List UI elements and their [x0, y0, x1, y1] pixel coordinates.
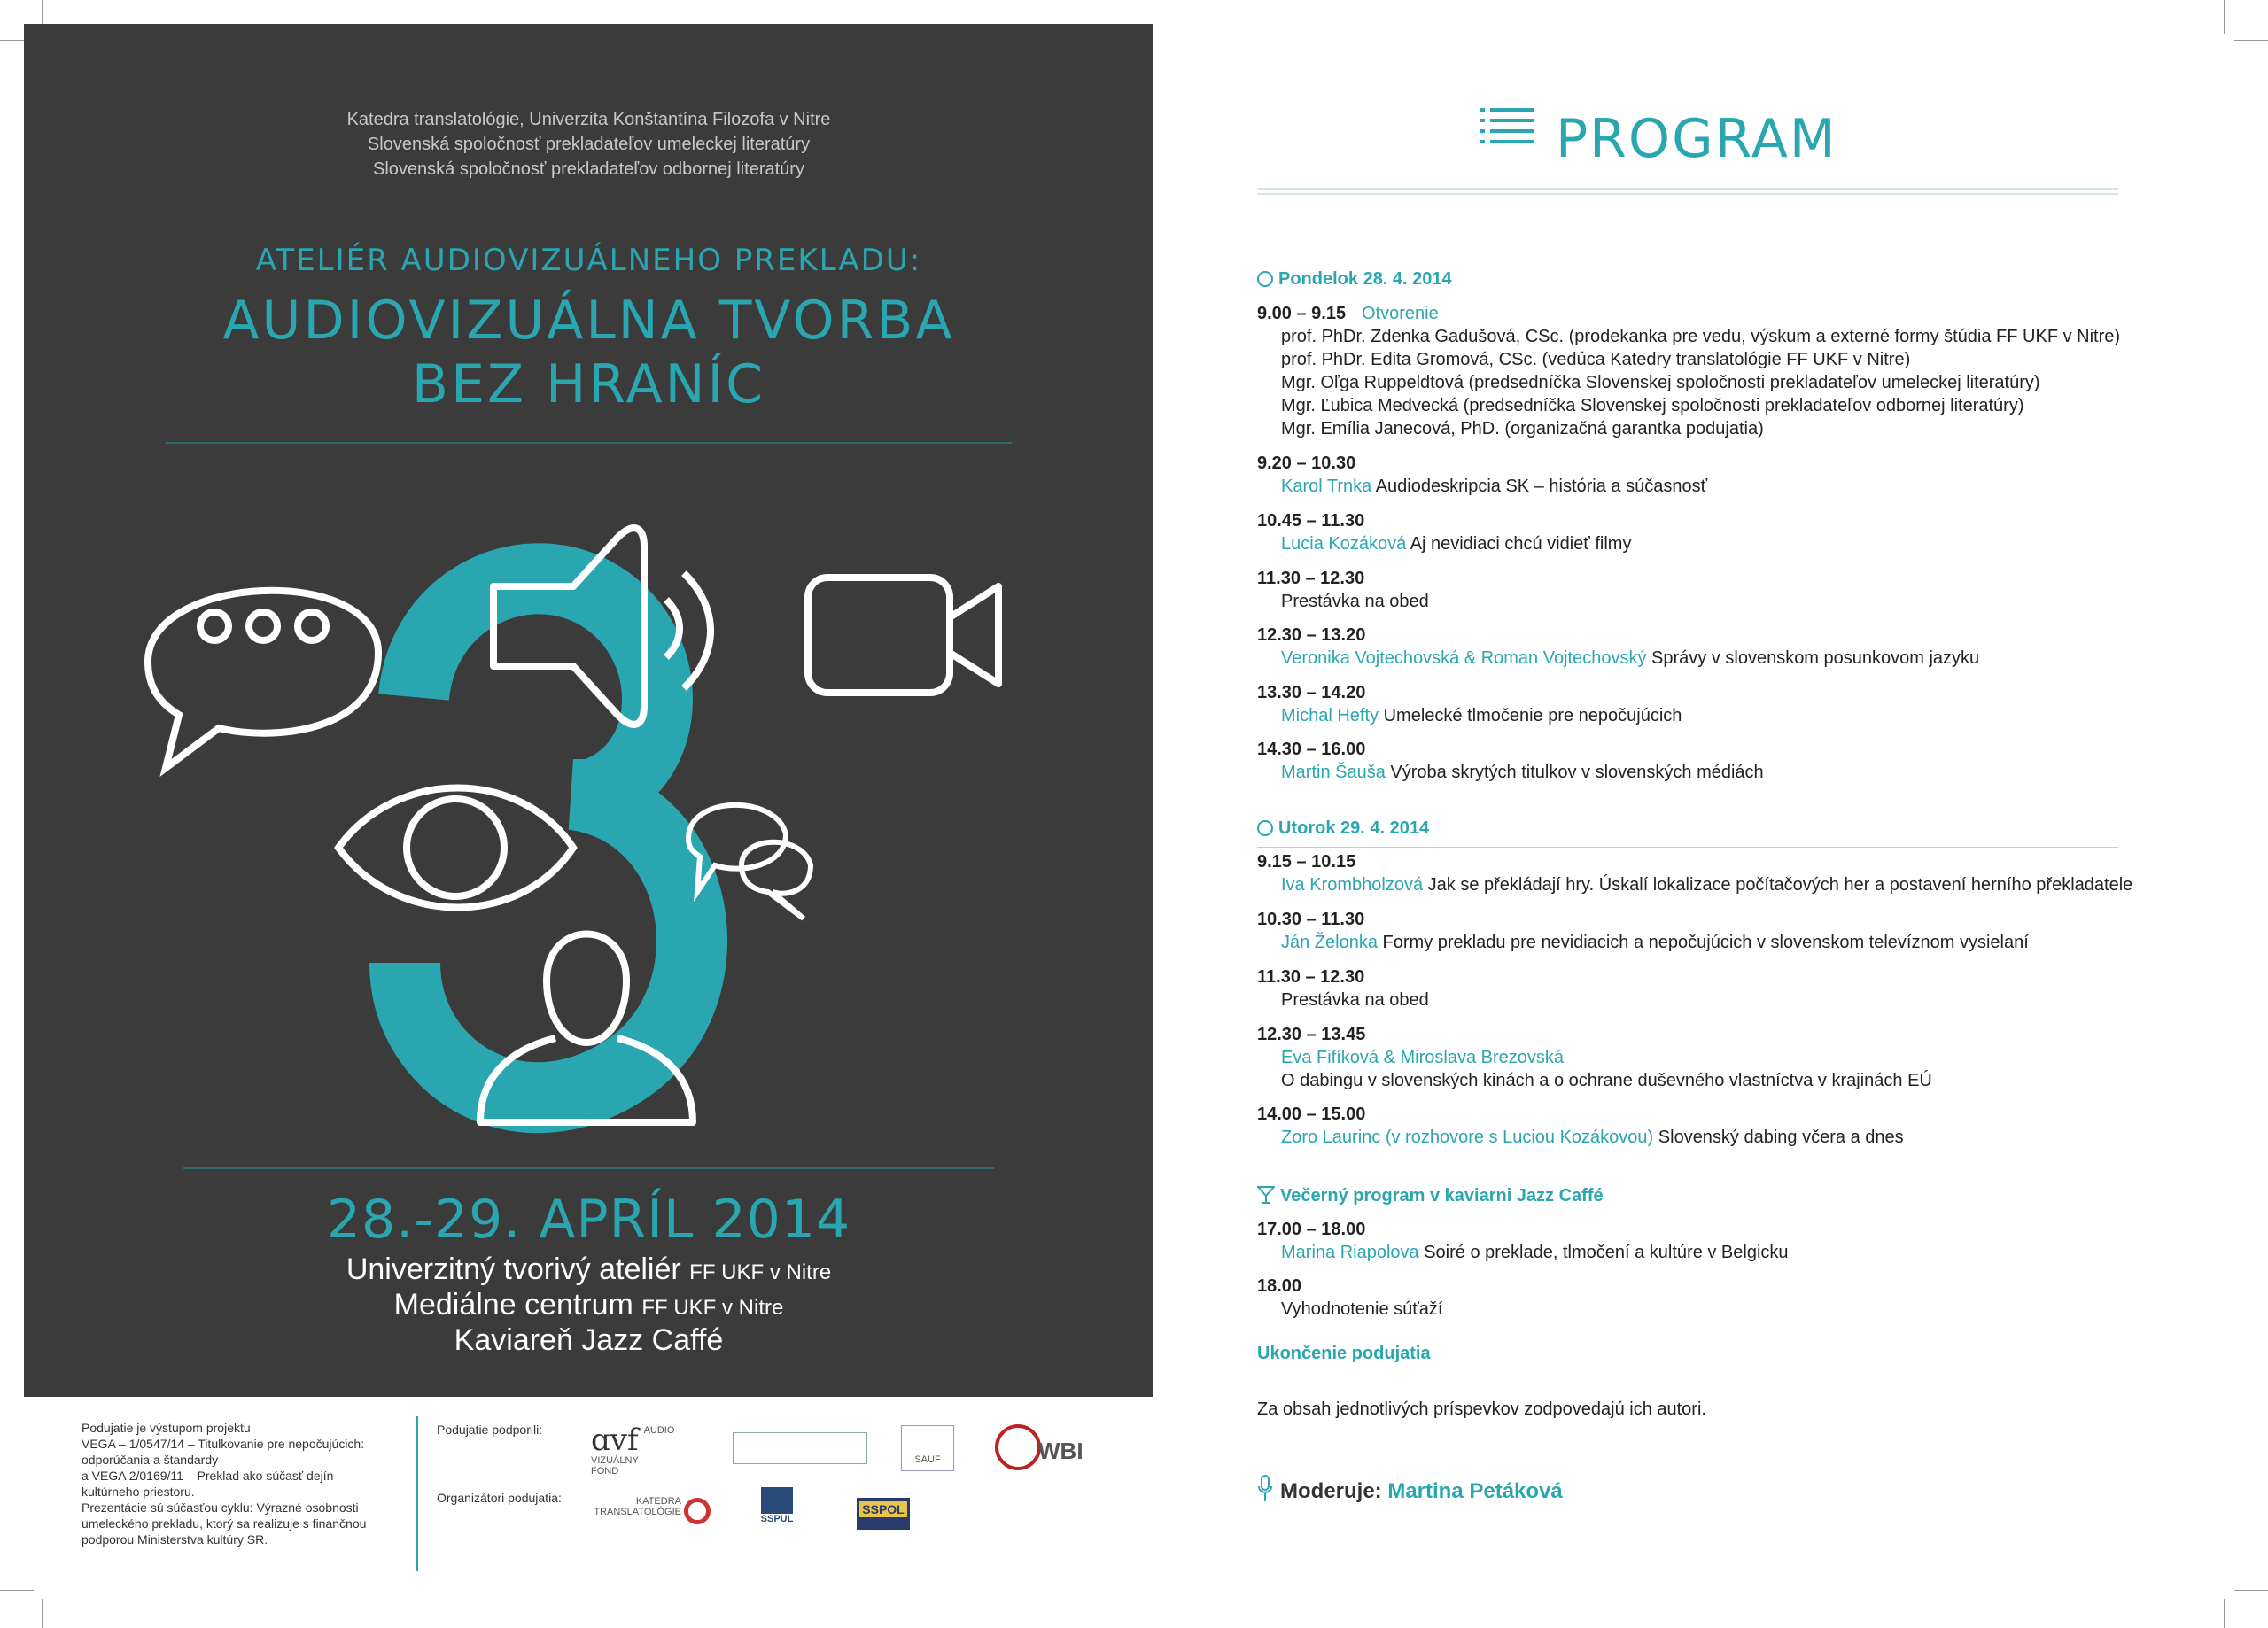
book-icon: [761, 1487, 793, 1514]
list-icon: [1480, 106, 1534, 149]
speaker-name: Karol Trnka: [1281, 477, 1372, 496]
session-name: Otvorenie: [1362, 304, 1439, 323]
venue-line: [24, 1288, 1153, 1322]
session-line: [1281, 933, 2029, 953]
crop-mark: [2224, 1599, 2225, 1628]
icon-cluster: [24, 502, 1153, 1140]
day-header: [1257, 269, 1452, 290]
disclaimer: Za obsah jednotlivých príspevkov zodpovedajú ich autori.: [1257, 1399, 1706, 1419]
project-note-line: Prezentácie sú súčasťou cyklu: Výrazné osobnosti: [82, 1500, 359, 1515]
globe-icon: [994, 1423, 1042, 1471]
talk-title: Jak se překládají hry. Úskalí lokalizace počítačových her a postavení herního překladatele: [1427, 875, 2133, 895]
day-header: [1257, 1185, 1604, 1206]
clock-icon: [1257, 271, 1273, 287]
session-line: [1281, 1243, 1789, 1263]
time-slot: 18.00: [1257, 1276, 1302, 1296]
divider: [166, 442, 1012, 444]
ministry-culture-logo: [733, 1432, 867, 1464]
session-line: [1281, 648, 1979, 669]
crop-mark: [42, 1599, 43, 1628]
divider: [183, 1167, 994, 1169]
avf-logo: ɑvf AUDIO VIZUÁLNY FOND: [591, 1425, 688, 1477]
event-title-line1: AUDIOVIZUÁLNA TVORBA: [222, 290, 955, 352]
project-note-line: odporúčania a štandardy: [82, 1453, 219, 1467]
day-label: Pondelok 28. 4. 2014: [1278, 269, 1452, 289]
day-label: Utorok 29. 4. 2014: [1278, 818, 1430, 838]
venue-name: Kaviareň Jazz Caffé: [454, 1323, 724, 1357]
chat-bubble-icon: [148, 591, 378, 768]
logo-text: SSPOL: [859, 1501, 906, 1517]
talk-title: Aj nevidiaci chcú vidieť filmy: [1410, 534, 1632, 554]
project-note-line: VEGA – 1/0547/14 – Titulkovanie pre nepočujúcich:: [82, 1437, 365, 1451]
time-slot: 10.45 – 11.30: [1257, 511, 1365, 531]
session-line: Mgr. Oľga Ruppeldtová (predsedníčka Slovenskej spoločnosti prekladateľov umeleckej literatúry): [1281, 373, 2040, 392]
venue-name: Mediálne centrum: [393, 1288, 633, 1322]
crop-mark: [2234, 40, 2268, 41]
org-line: Slovenská spoločnosť prekladateľov odbornej literatúry: [373, 159, 804, 179]
session-line: Mgr. Ľubica Medvecká (predsedníčka Slovenskej spoločnosti prekladateľov odbornej literatúry): [1281, 396, 2024, 415]
event-subtitle: ATELIÉR AUDIOVIZUÁLNEHO PREKLADU:: [255, 243, 922, 278]
session-line: O dabingu v slovenských kinách a o ochrane duševného vlastníctva v krajinách EÚ: [1281, 1071, 1932, 1090]
speaker-name: Martin Šauša: [1281, 763, 1386, 782]
poster-panel: [24, 24, 1153, 1397]
org-line: Katedra translatológie, Univerzita Konštantína Filozofa v Nitre: [346, 110, 831, 129]
session-line: prof. PhDr. Edita Gromová, CSc. (vedúca Katedry translatológie FF UKF v Nitre): [1281, 350, 1911, 369]
logo-text: SAUF: [914, 1454, 941, 1465]
speaker-name: Iva Krombholzová: [1281, 875, 1424, 895]
logo-text: VIZUÁLNY: [591, 1455, 639, 1466]
time-slot: 14.00 – 15.00: [1257, 1105, 1366, 1124]
katedra-logo: [584, 1496, 681, 1517]
time-slot: 9.15 – 10.15: [1257, 852, 1356, 872]
crop-mark: [2224, 0, 2225, 34]
session-line: [1281, 875, 2132, 895]
day-label: Večerný program v kaviarni Jazz Caffé: [1280, 1186, 1604, 1205]
session-line: prof. PhDr. Zdenka Gadušová, CSc. (prodekanka pre vedu, výskum a externé formy štúdia FF UKF v Nitre): [1281, 327, 2121, 346]
speaker-name: Lucia Kozáková: [1281, 534, 1407, 554]
project-note-line: Podujatie je výstupom projektu: [82, 1421, 251, 1435]
logo-text: WBI: [1038, 1438, 1084, 1464]
speaker-name: Marina Riapolova: [1281, 1243, 1419, 1262]
talk-title: Slovenský dabing včera a dnes: [1658, 1128, 1904, 1147]
closing-label: Ukončenie podujatia: [1257, 1344, 1431, 1363]
event-dates: 28.-29. APRÍL 2014: [326, 1189, 851, 1251]
logo-text: SSPUL: [760, 1514, 794, 1524]
speaker-name: Eva Fifíková & Miroslava Brezovská: [1281, 1048, 1564, 1067]
eye-icon: [338, 788, 573, 908]
logo-text: FOND: [591, 1466, 619, 1477]
program-rule: [1257, 193, 2118, 195]
day-divider: [1257, 847, 2118, 848]
time-slot: 14.30 – 16.00: [1257, 740, 1366, 759]
project-note: [82, 1420, 409, 1547]
venue-institution: FF UKF v Nitre: [689, 1260, 832, 1284]
sspol-logo: [857, 1498, 910, 1530]
session-line: Vyhodnotenie súťaží: [1281, 1299, 1443, 1319]
session-line: [1281, 477, 1707, 497]
day-header: [1257, 818, 1429, 839]
session-line: [1281, 763, 1764, 783]
speaker-name: Zoro Laurinc (v rozhovore s Luciou Kozákovou): [1281, 1128, 1654, 1147]
time-slot: 9.00 – 9.15: [1257, 304, 1347, 323]
moderator-line: [1257, 1475, 1563, 1504]
footer-divider: [416, 1416, 418, 1571]
venue-line: [24, 1252, 1153, 1287]
clock-icon: [1257, 820, 1273, 836]
big-three-graphic: [405, 578, 692, 1097]
talk-title: Audiodeskripcia SK – história a súčasnosť: [1375, 477, 1708, 496]
talk-title: Výroba skrytých titulkov v slovenských médiách: [1390, 763, 1764, 782]
session-line: [1281, 1128, 1904, 1148]
time-slot: 12.30 – 13.20: [1257, 625, 1366, 645]
session-line: [1281, 534, 1631, 554]
time-slot: 11.30 – 12.30: [1257, 967, 1365, 987]
speaker-name: Veronika Vojtechovská & Roman Vojtechovský: [1281, 648, 1647, 668]
program-rule: [1257, 188, 2118, 190]
logo-text: AUDIO: [643, 1425, 675, 1436]
video-camera-icon: [808, 578, 998, 693]
project-note-line: podporou Ministerstva kultúry SR.: [82, 1532, 268, 1547]
time-slot: 9.20 – 10.30: [1257, 454, 1356, 473]
project-note-line: umeleckého prekladu, ktorý sa realizuje s finančnou: [82, 1516, 367, 1531]
supported-label: Podujatie podporili:: [437, 1423, 543, 1437]
speaker-name: Michal Hefty: [1281, 706, 1379, 725]
speaker-name: Ján Želonka: [1281, 933, 1378, 952]
event-title-line2: BEZ HRANÍC: [411, 353, 766, 415]
time-slot: 13.30 – 14.20: [1257, 683, 1366, 702]
venue-name: Univerzitný tvorivý ateliér: [346, 1252, 681, 1286]
time-slot: 12.30 – 13.45: [1257, 1025, 1366, 1044]
cocktail-glass-icon: [1257, 1185, 1275, 1205]
sauf-logo: [901, 1425, 954, 1471]
wbi-logo: [994, 1423, 1083, 1473]
project-note-line: a VEGA 2/0169/11 – Preklad ako súčasť dejín: [82, 1469, 334, 1483]
logo-text: TRANSLATOLÓGIE: [594, 1507, 681, 1517]
sponsor-footer: [24, 1397, 1153, 1596]
logo-text: KATEDRA: [635, 1496, 681, 1507]
microphone-icon: [1257, 1475, 1273, 1503]
time-slot: 11.30 – 12.30: [1257, 569, 1365, 588]
session-line: [1281, 706, 1682, 726]
talk-title: Umelecké tlmočenie pre nepočujúcich: [1383, 706, 1682, 725]
talk-title: Formy prekladu pre nevidiacich a nepočujúcich v slovenskom televíznom vysielaní: [1382, 933, 2029, 952]
time-slot: 10.30 – 11.30: [1257, 910, 1365, 929]
program-title: PROGRAM: [1556, 108, 1837, 170]
katedra-emblem: [684, 1498, 711, 1524]
session-line: Mgr. Emília Janecová, PhD. (organizačná garantka podujatia): [1281, 419, 1764, 438]
crop-mark: [2234, 1590, 2268, 1591]
project-note-line: kultúrneho priestoru.: [82, 1485, 195, 1499]
talk-title: Soiré o preklade, tlmočení a kultúre v Belgicku: [1424, 1243, 1789, 1262]
venue-institution: FF UKF v Nitre: [641, 1296, 784, 1320]
time-slot: 17.00 – 18.00: [1257, 1220, 1366, 1239]
moderator-name: Martina Petáková: [1387, 1479, 1563, 1503]
session-line: [1281, 1048, 1564, 1068]
org-line: Slovenská spoločnosť prekladateľov umeleckej literatúry: [367, 135, 811, 154]
organizers-label: Organizátori podujatia:: [437, 1491, 562, 1505]
sspul-logo: [755, 1487, 799, 1524]
moderator-label: Moderuje:: [1280, 1479, 1382, 1503]
venue-line: [24, 1323, 1153, 1358]
session-line: Prestávka na obed: [1281, 592, 1429, 611]
session-title: [1362, 304, 1439, 324]
session-line: Prestávka na obed: [1281, 990, 1429, 1010]
talk-title: Správy v slovenskom posunkovom jazyku: [1651, 648, 1980, 668]
